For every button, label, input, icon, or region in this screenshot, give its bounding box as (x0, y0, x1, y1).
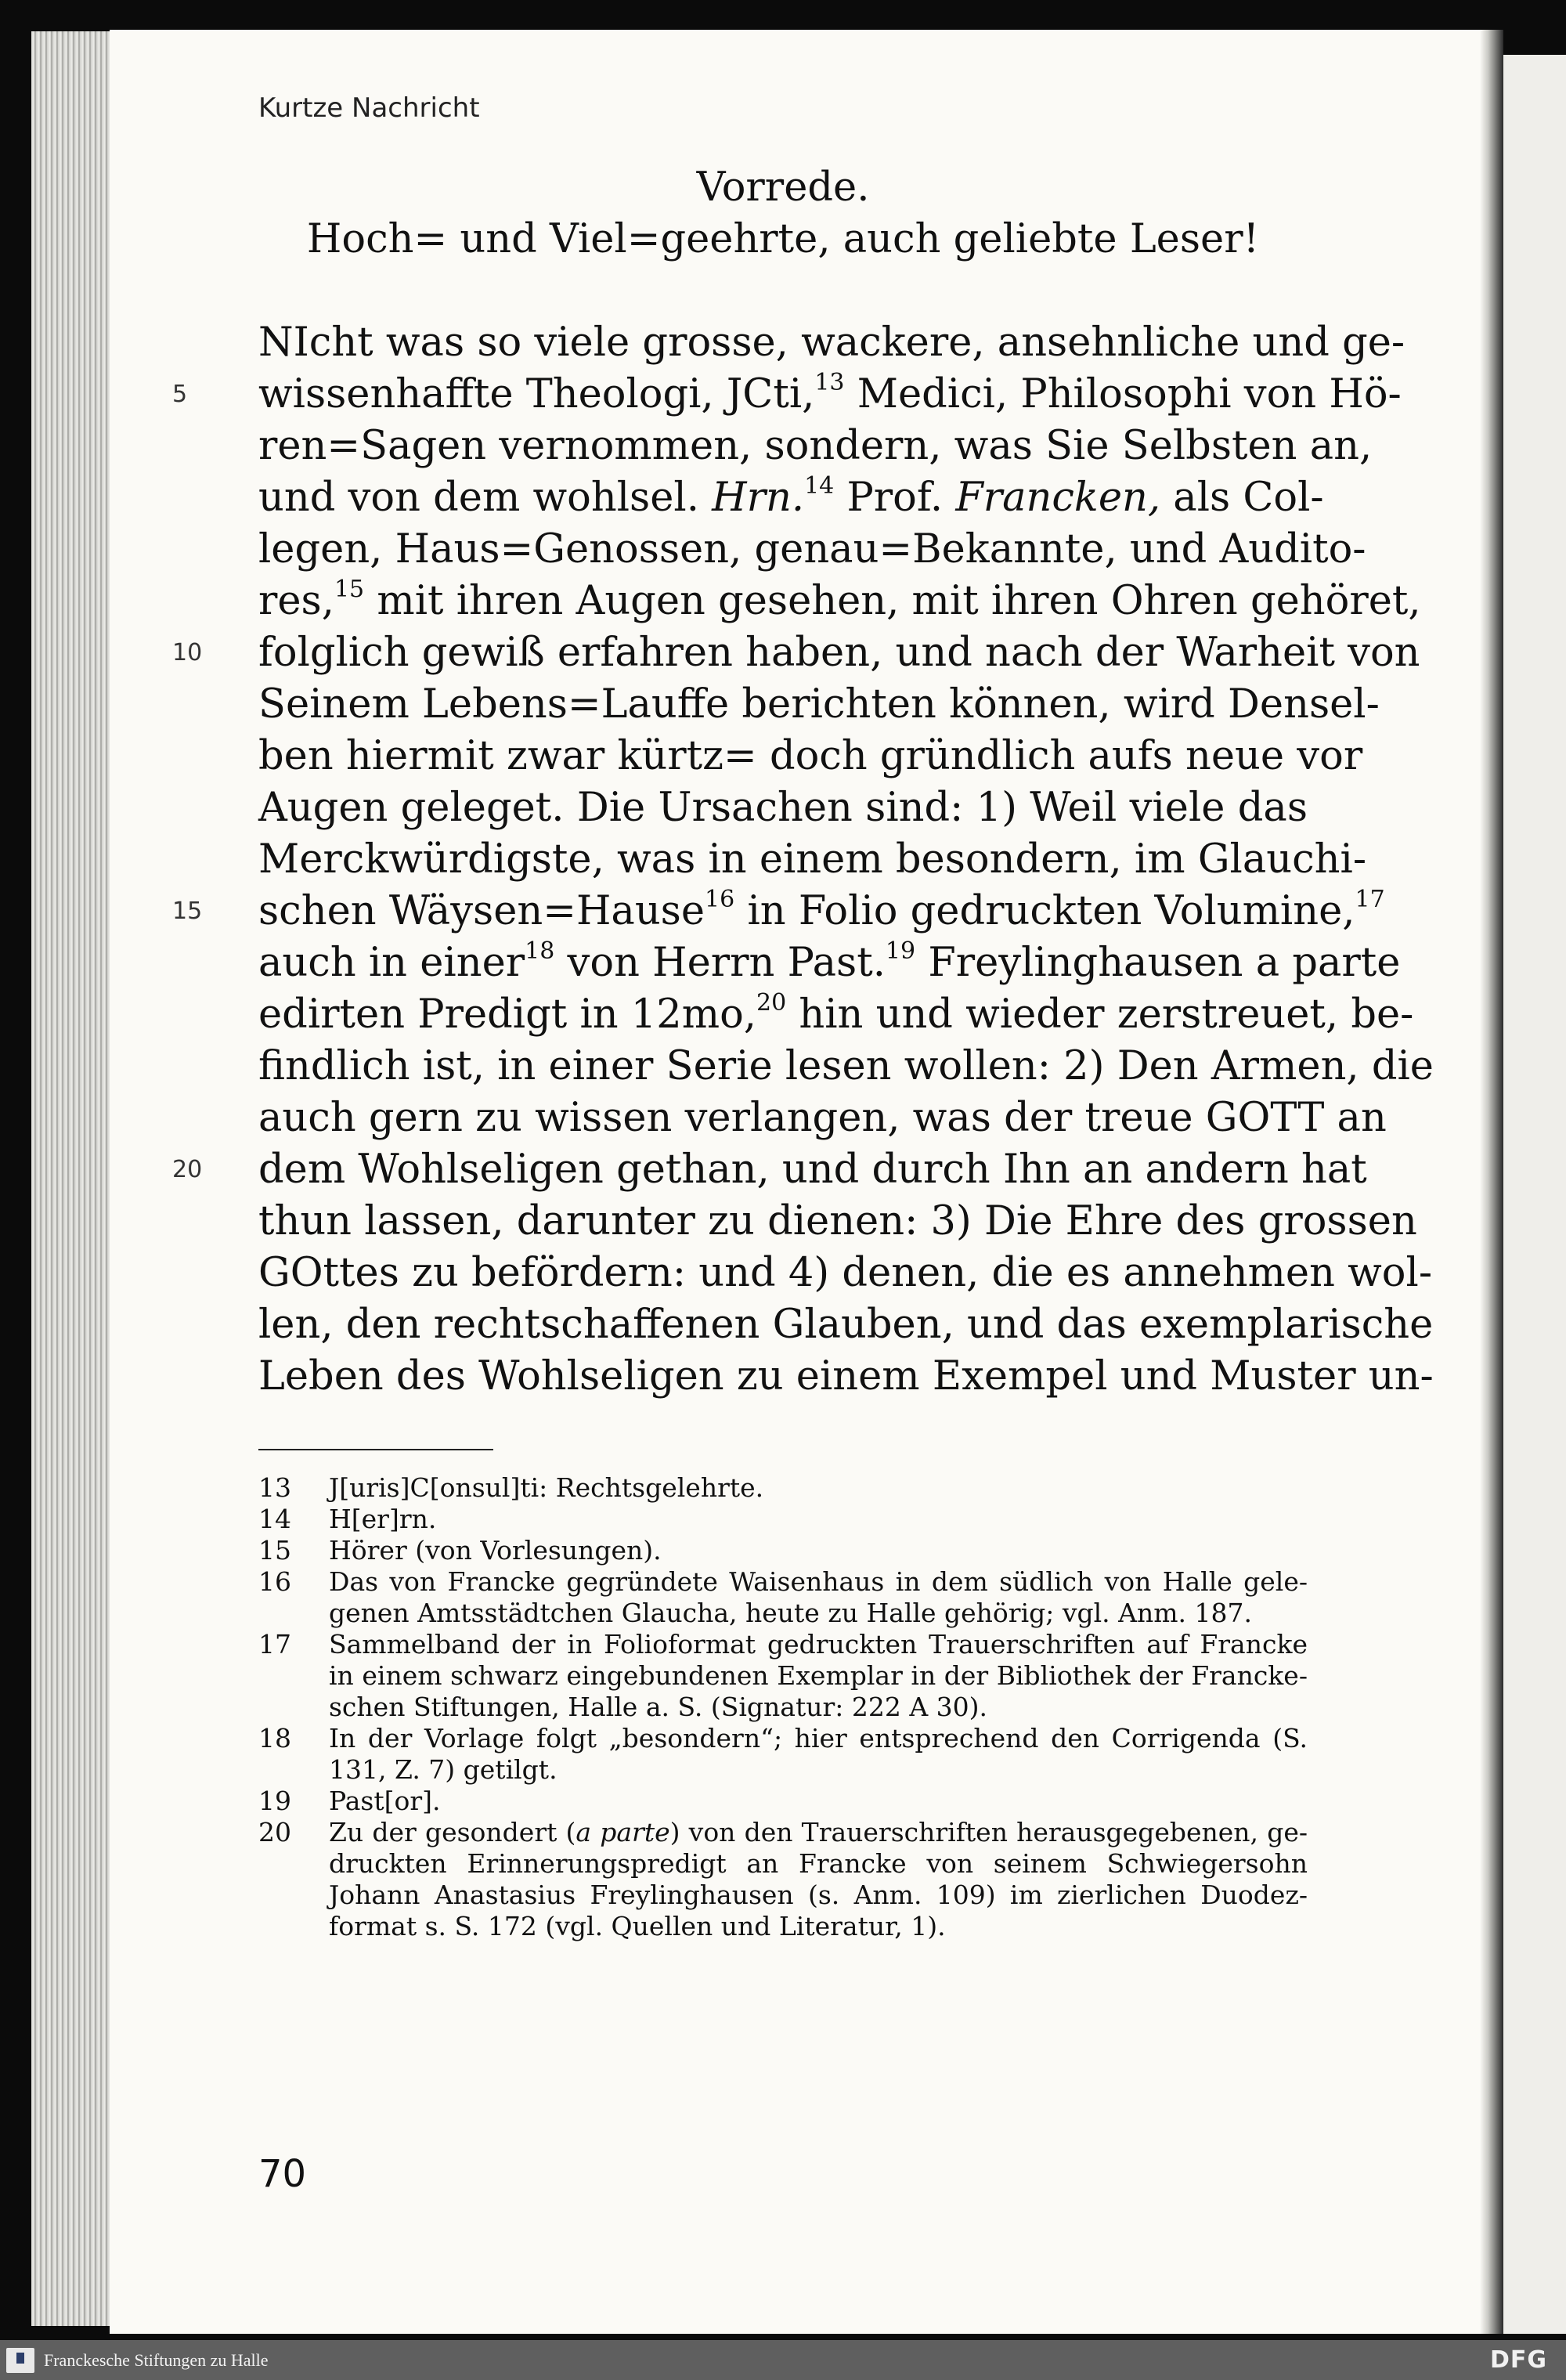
footnote-text (329, 1723, 1308, 1786)
footnote-line (329, 1629, 1308, 1660)
footnote-number: 16 (258, 1566, 291, 1597)
footnote-ref: 20 (756, 989, 787, 1017)
body-line (258, 989, 1414, 1041)
body-line (258, 1299, 1434, 1351)
text-run: Freylinghausen a parte (915, 940, 1401, 986)
text-run: 131, Z. 7) getilgt. (329, 1754, 557, 1785)
line-number: 5 (172, 381, 188, 408)
footnote (258, 1535, 1308, 1566)
body-line (258, 627, 1420, 679)
page-number: 70 (258, 2152, 307, 2196)
footnote (258, 1472, 1308, 1504)
body-line (258, 576, 1421, 627)
text-run: Past[or]. (329, 1786, 441, 1816)
footnote-number: 17 (258, 1629, 291, 1659)
body-line (258, 524, 1366, 576)
footnote-line (329, 1723, 1308, 1754)
footnote-text (329, 1786, 1308, 1817)
institution-logo-icon (6, 2348, 34, 2373)
body-line (258, 1351, 1434, 1403)
text-run: Merckwürdigste, was in einem besondern, im Glauchi- (258, 836, 1367, 883)
text-run: In der Vorlage folgt „besondern“; hier entsprechend den Corrigenda (S. (329, 1723, 1308, 1753)
footnote-ref: 15 (334, 576, 365, 603)
dfg-logo: DFG (1489, 2346, 1547, 2374)
text-run: Das von Francke gegründete Waisenhaus in dem südlich von Halle gele- (329, 1566, 1308, 1597)
text-run: res, (258, 578, 334, 624)
line-number: 15 (172, 897, 203, 925)
body-line (258, 1144, 1367, 1196)
footnote-text (329, 1535, 1308, 1566)
body-line (258, 782, 1308, 834)
italic-text: Hrn. (712, 475, 805, 521)
footnote-ref: 17 (1355, 886, 1385, 913)
footnote (258, 1504, 1308, 1535)
footnote-line (329, 1692, 1308, 1723)
section-subtitle: Hoch= und Viel=geehrte, auch geliebte Leser! (306, 216, 1260, 262)
footnote-line (329, 1911, 1308, 1942)
text-run: NIcht was so viele grosse, wackere, ansehnliche und ge- (258, 320, 1405, 366)
footnote-text (329, 1817, 1308, 1942)
body-line (258, 1092, 1387, 1144)
italic-text: Francken, (955, 475, 1161, 521)
footnote-ref: 18 (525, 937, 555, 965)
section-title: Vorrede. (696, 164, 870, 211)
body-line (258, 679, 1380, 731)
text-run: Augen geleget. Die Ursachen sind: 1) Weil viele das (258, 785, 1308, 831)
footnote (258, 1566, 1308, 1629)
book-gutter (1480, 30, 1503, 2334)
institution-name[interactable]: Franckesche Stiftungen zu Halle (44, 2350, 269, 2370)
body-line (258, 1248, 1433, 1299)
footnote-line (329, 1848, 1308, 1880)
footnote (258, 1629, 1308, 1723)
footnote-line (329, 1786, 1308, 1817)
line-number: 20 (172, 1156, 203, 1183)
text-run: auch in einer (258, 940, 525, 986)
facing-page (1503, 55, 1566, 2334)
footnote-line (329, 1504, 1308, 1535)
footnote-line (329, 1660, 1308, 1692)
text-run: thun lassen, darunter zu dienen: 3) Die Ehre des grossen (258, 1198, 1417, 1244)
text-run: legen, Haus=Genossen, genau=Bekannte, und Audito- (258, 526, 1366, 572)
footnote-line (329, 1598, 1308, 1629)
footnote-line (329, 1535, 1308, 1566)
text-run: GOttes zu befördern: und 4) denen, die es annehmen wol- (258, 1250, 1433, 1296)
italic-text: a parte (576, 1817, 670, 1847)
footnote-line (329, 1472, 1308, 1504)
line-number: 10 (172, 639, 203, 666)
body-line (258, 886, 1385, 937)
text-run: Sammelband der in Folioformat gedruckten Trauerschriften auf Francke (329, 1629, 1308, 1659)
footnote-number: 19 (258, 1786, 291, 1816)
text-run: schen Wäysen=Hause (258, 888, 705, 934)
text-run: in einem schwarz eingebundenen Exemplar in der Bibliothek der Francke- (329, 1660, 1308, 1691)
footnote-number: 18 (258, 1723, 291, 1753)
text-run: ren=Sagen vernommen, sondern, was Sie Selbsten an, (258, 423, 1373, 469)
footnote-number: 13 (258, 1472, 291, 1503)
body-line (258, 472, 1324, 524)
page-fore-edges (31, 31, 117, 2326)
text-run: und von dem wohlsel. (258, 475, 713, 521)
footnote-number: 15 (258, 1535, 291, 1566)
footnote-number: 20 (258, 1817, 291, 1847)
text-run: Hörer (von Vorlesungen). (329, 1535, 662, 1566)
text-run: in Folio gedruckten Volumine, (734, 888, 1355, 934)
text-run: druckten Erinnerungspredigt an Francke von seinem Schwiegersohn (329, 1848, 1308, 1879)
footnote-line (329, 1817, 1308, 1848)
text-run: als Col- (1160, 475, 1324, 521)
footnote-number: 14 (258, 1504, 291, 1534)
text-run: schen Stiftungen, Halle a. S. (Signatur: 222 A 30). (329, 1692, 988, 1722)
text-run: hin und wieder zerstreuet, be- (786, 991, 1414, 1038)
footnote-ref: 16 (705, 886, 735, 913)
text-run: Medici, Philosophi von Hö- (844, 371, 1402, 417)
text-run: wissenhaffte Theologi, JCti, (258, 371, 815, 417)
footnote-text (329, 1472, 1308, 1504)
viewer-footer (0, 2340, 1566, 2380)
text-run: genen Amtsstädtchen Glaucha, heute zu Halle gehörig; vgl. Anm. 187. (329, 1598, 1252, 1628)
footnote-text (329, 1629, 1308, 1723)
footnote-line (329, 1566, 1308, 1598)
footnote-text (329, 1504, 1308, 1535)
text-run: findlich ist, in einer Serie lesen wollen: 2) Den Armen, die (258, 1043, 1434, 1089)
body-line (258, 1196, 1417, 1248)
text-run: len, den rechtschaffenen Glauben, und das exemplarische (258, 1302, 1434, 1348)
body-line (258, 937, 1401, 989)
footnote (258, 1723, 1308, 1786)
footnote-ref: 14 (804, 472, 835, 500)
footnote-ref: 19 (885, 937, 916, 965)
text-run: Seinem Lebens=Lauffe berichten können, wird Densel- (258, 681, 1380, 728)
footnote-line (329, 1880, 1308, 1911)
body-line (258, 317, 1405, 369)
text-run: ben hiermit zwar kürtz= doch gründlich aufs neue vor (258, 733, 1363, 779)
running-head: Kurtze Nachricht (258, 92, 480, 124)
text-run: Leben des Wohlseligen zu einem Exempel und Muster un- (258, 1353, 1434, 1399)
text-run: Prof. (834, 475, 956, 521)
text-run: H[er]rn. (329, 1504, 437, 1534)
text-run: J[uris]C[onsul]ti: Rechtsgelehrte. (329, 1472, 764, 1503)
body-line (258, 421, 1373, 472)
text-run: edirten Predigt in 12mo, (258, 991, 756, 1038)
text-run: Johann Anastasius Freylinghausen (s. Anm. 109) im zierlichen Duodez- (329, 1880, 1308, 1910)
body-line (258, 834, 1367, 886)
text-run: auch gern zu wissen verlangen, was der treue GOTT an (258, 1095, 1387, 1141)
footnote-rule (258, 1449, 493, 1450)
body-line (258, 1041, 1434, 1092)
body-line (258, 369, 1402, 421)
footnote-ref: 13 (814, 369, 845, 396)
text-run: folglich gewiß erfahren haben, und nach der Warheit von (258, 630, 1420, 676)
footnote-text (329, 1566, 1308, 1629)
footnote (258, 1817, 1308, 1942)
text-run: dem Wohlseligen gethan, und durch Ihn an andern hat (258, 1147, 1367, 1193)
text-run: format s. S. 172 (vgl. Quellen und Literatur, 1). (329, 1911, 946, 1941)
footnote (258, 1786, 1308, 1817)
text-run: von Herrn Past. (554, 940, 886, 986)
text-run: mit ihren Augen gesehen, mit ihren Ohren gehöret, (364, 578, 1421, 624)
text-run: Zu der gesondert ( (329, 1817, 576, 1847)
text-run: ) von den Trauerschriften herausgegebenen, ge- (669, 1817, 1308, 1847)
body-line (258, 731, 1363, 782)
footnote-line (329, 1754, 1308, 1786)
